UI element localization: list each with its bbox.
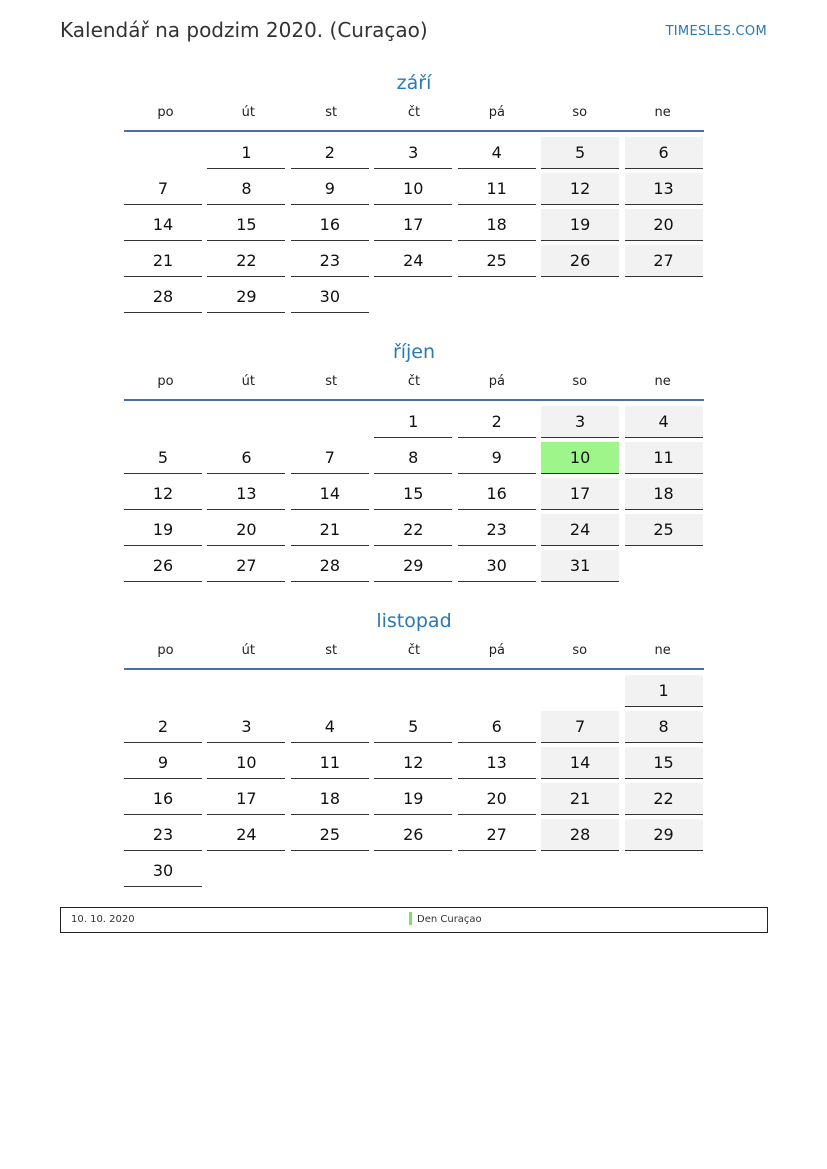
empty-cell (124, 137, 202, 168)
day-cell[interactable]: 25 (291, 819, 369, 851)
day-cell[interactable]: 7 (124, 173, 202, 205)
weekday-label: čt (407, 374, 421, 389)
empty-cell (207, 855, 285, 886)
day-cell[interactable]: 9 (124, 747, 202, 779)
day-cell[interactable]: 30 (291, 281, 369, 313)
month-block (124, 68, 704, 316)
day-cell[interactable]: 20 (458, 783, 536, 815)
day-cell[interactable]: 3 (374, 137, 452, 169)
day-cell[interactable]: 19 (541, 209, 619, 241)
day-cell[interactable]: 5 (374, 711, 452, 743)
empty-cell (625, 855, 703, 886)
empty-cell (374, 855, 452, 886)
day-cell[interactable]: 16 (458, 478, 536, 510)
weekday-label: so (572, 105, 588, 120)
day-cell[interactable]: 24 (207, 819, 285, 851)
empty-cell (625, 281, 703, 312)
empty-cell (458, 855, 536, 886)
day-cell[interactable]: 31 (541, 550, 619, 582)
day-cell[interactable]: 4 (458, 137, 536, 169)
weekday-header (124, 102, 704, 132)
weekday-label: út (241, 643, 255, 658)
day-cell[interactable]: 24 (541, 514, 619, 546)
day-cell[interactable]: 17 (374, 209, 452, 241)
day-cell[interactable]: 7 (291, 442, 369, 474)
week-row (124, 280, 704, 316)
day-cell[interactable]: 21 (124, 245, 202, 277)
month-name: září (396, 72, 432, 94)
week-row (124, 441, 704, 477)
day-cell[interactable]: 27 (625, 245, 703, 277)
day-cell[interactable]: 1 (207, 137, 285, 169)
day-cell[interactable]: 22 (374, 514, 452, 546)
day-cell[interactable]: 24 (374, 245, 452, 277)
day-cell[interactable]: 20 (207, 514, 285, 546)
weekday-label: so (572, 643, 588, 658)
week-row (124, 136, 704, 172)
day-cell[interactable]: 13 (207, 478, 285, 510)
empty-cell (458, 675, 536, 706)
empty-cell (458, 281, 536, 312)
weekday-label: út (241, 105, 255, 120)
legend-date: 10. 10. 2020 (71, 914, 135, 925)
day-cell[interactable]: 20 (625, 209, 703, 241)
day-cell[interactable]: 15 (374, 478, 452, 510)
day-cell[interactable]: 18 (625, 478, 703, 510)
day-cell[interactable]: 22 (625, 783, 703, 815)
month-name: listopad (376, 610, 452, 632)
day-cell[interactable]: 14 (541, 747, 619, 779)
empty-cell (291, 855, 369, 886)
weekday-label: út (241, 374, 255, 389)
week-row (124, 513, 704, 549)
day-cell[interactable]: 26 (541, 245, 619, 277)
legend-swatch (409, 912, 412, 925)
day-cell[interactable]: 27 (207, 550, 285, 582)
week-row (124, 782, 704, 818)
empty-cell (124, 675, 202, 706)
weekday-label: st (325, 374, 338, 389)
day-cell[interactable]: 7 (541, 711, 619, 743)
week-row (124, 710, 704, 746)
week-row (124, 172, 704, 208)
day-cell[interactable]: 5 (541, 137, 619, 169)
empty-cell (207, 406, 285, 437)
day-cell[interactable]: 19 (124, 514, 202, 546)
day-cell[interactable]: 17 (207, 783, 285, 815)
day-cell[interactable]: 5 (124, 442, 202, 474)
weekday-label: st (325, 643, 338, 658)
day-cell[interactable]: 1 (374, 406, 452, 438)
day-cell[interactable]: 10 (374, 173, 452, 205)
weekday-label: st (325, 105, 338, 120)
day-cell[interactable]: 18 (458, 209, 536, 241)
day-cell[interactable]: 2 (458, 406, 536, 438)
day-cell[interactable]: 8 (625, 711, 703, 743)
weekday-label: so (572, 374, 588, 389)
day-cell[interactable]: 28 (541, 819, 619, 851)
day-cell[interactable]: 12 (124, 478, 202, 510)
week-row (124, 854, 704, 890)
weekday-label: pá (488, 643, 505, 658)
weekday-label: pá (488, 374, 505, 389)
weekday-label: čt (407, 643, 421, 658)
empty-cell (291, 406, 369, 437)
week-row (124, 746, 704, 782)
day-cell[interactable]: 19 (374, 783, 452, 815)
weekday-label: po (157, 374, 174, 389)
day-cell[interactable]: 3 (207, 711, 285, 743)
day-cell[interactable]: 2 (124, 711, 202, 743)
empty-cell (374, 675, 452, 706)
day-cell[interactable]: 10 (207, 747, 285, 779)
holiday-legend (60, 907, 768, 933)
weekday-label: ne (654, 643, 671, 658)
day-cell[interactable]: 1 (625, 675, 703, 707)
day-cell[interactable]: 25 (625, 514, 703, 546)
day-cell[interactable]: 23 (291, 245, 369, 277)
weekday-label: po (157, 643, 174, 658)
day-cell[interactable]: 29 (207, 281, 285, 313)
empty-cell (625, 550, 703, 581)
day-cell[interactable]: 12 (541, 173, 619, 205)
day-cell[interactable]: 2 (291, 137, 369, 169)
week-row (124, 477, 704, 513)
day-cell[interactable]: 30 (124, 855, 202, 887)
day-cell[interactable]: 14 (291, 478, 369, 510)
day-cell[interactable]: 12 (374, 747, 452, 779)
weekday-label: po (157, 105, 174, 120)
day-cell[interactable]: 23 (458, 514, 536, 546)
day-cell[interactable]: 16 (291, 209, 369, 241)
day-cell[interactable]: 21 (541, 783, 619, 815)
legend-holiday-name: Den Curaçao (417, 914, 482, 925)
day-cell[interactable]: 8 (374, 442, 452, 474)
week-row (124, 405, 704, 441)
day-cell[interactable]: 18 (291, 783, 369, 815)
brand-link[interactable]: TIMESLES.COM (665, 24, 767, 39)
day-cell[interactable]: 9 (291, 173, 369, 205)
day-cell[interactable]: 30 (458, 550, 536, 582)
weekday-label: ne (654, 374, 671, 389)
day-cell[interactable]: 11 (458, 173, 536, 205)
day-cell[interactable]: 9 (458, 442, 536, 474)
week-row (124, 208, 704, 244)
empty-cell (124, 406, 202, 437)
day-cell[interactable]: 17 (541, 478, 619, 510)
weekday-header (124, 640, 704, 670)
day-cell[interactable]: 23 (124, 819, 202, 851)
day-cell[interactable]: 16 (124, 783, 202, 815)
weekday-label: ne (654, 105, 671, 120)
day-cell[interactable]: 13 (458, 747, 536, 779)
month-name: říjen (392, 341, 436, 363)
day-cell[interactable]: 27 (458, 819, 536, 851)
day-cell[interactable]: 14 (124, 209, 202, 241)
weekday-header (124, 371, 704, 401)
day-cell[interactable]: 26 (124, 550, 202, 582)
day-cell[interactable]: 29 (625, 819, 703, 851)
week-row (124, 549, 704, 585)
month-block (124, 337, 704, 585)
week-row (124, 674, 704, 710)
day-cell[interactable]: 3 (541, 406, 619, 438)
page-title: Kalendář na podzim 2020. (Curaçao) (60, 18, 428, 42)
empty-cell (207, 675, 285, 706)
weekday-label: pá (488, 105, 505, 120)
day-cell[interactable]: 6 (625, 137, 703, 169)
day-cell[interactable]: 21 (291, 514, 369, 546)
empty-cell (541, 675, 619, 706)
day-cell[interactable]: 11 (291, 747, 369, 779)
empty-cell (291, 675, 369, 706)
month-block (124, 606, 704, 890)
day-cell[interactable]: 8 (207, 173, 285, 205)
day-cell[interactable]: 6 (458, 711, 536, 743)
day-cell[interactable]: 15 (207, 209, 285, 241)
day-cell[interactable]: 28 (124, 281, 202, 313)
week-row (124, 818, 704, 854)
day-cell[interactable]: 4 (291, 711, 369, 743)
empty-cell (374, 281, 452, 312)
week-row (124, 244, 704, 280)
day-cell[interactable]: 13 (625, 173, 703, 205)
holiday-day-cell[interactable]: 10 (541, 442, 619, 474)
day-cell[interactable]: 26 (374, 819, 452, 851)
day-cell[interactable]: 4 (625, 406, 703, 438)
weekday-label: čt (407, 105, 421, 120)
day-cell[interactable]: 11 (625, 442, 703, 474)
day-cell[interactable]: 28 (291, 550, 369, 582)
day-cell[interactable]: 25 (458, 245, 536, 277)
day-cell[interactable]: 29 (374, 550, 452, 582)
day-cell[interactable]: 22 (207, 245, 285, 277)
empty-cell (541, 281, 619, 312)
day-cell[interactable]: 15 (625, 747, 703, 779)
empty-cell (541, 855, 619, 886)
day-cell[interactable]: 6 (207, 442, 285, 474)
